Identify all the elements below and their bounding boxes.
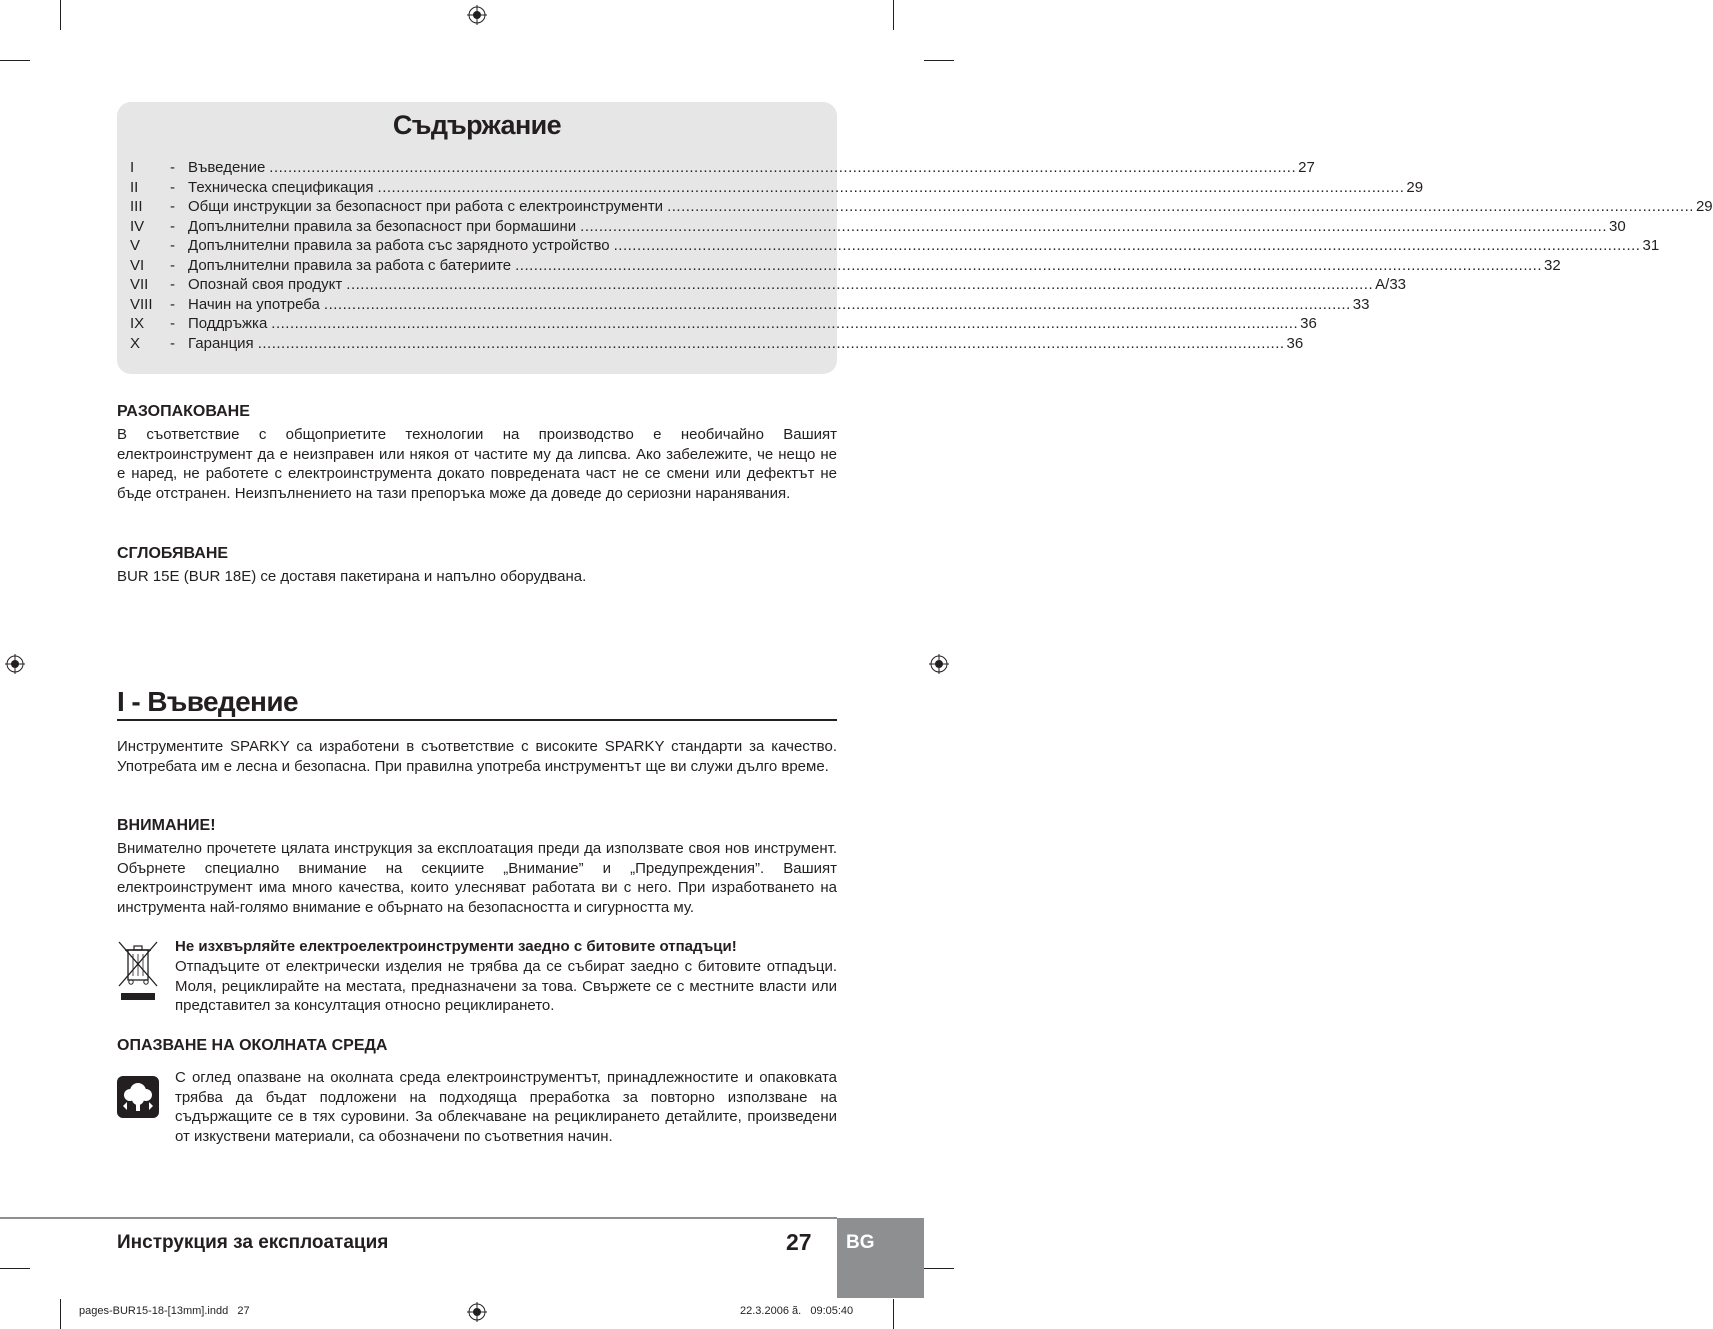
crop-mark [0, 60, 30, 61]
crop-mark [60, 1299, 61, 1329]
toc-dash: - [170, 217, 175, 235]
toc-page: 36 [1300, 315, 1317, 332]
toc-row [130, 236, 1660, 256]
attention-text: Внимателно прочетете цялата инструкция за експлоатация преди да използвате своя нов инструмент. Обърнете специално внимание на секциите „Внимание” и „Предупреждения”. Вашият електроинструмент има много качества, които улесняват работата ви с него. При изработването на инструмента най-голямо внимание е обърнато на безопасността и сигурността му. [117, 840, 837, 916]
toc-row [130, 295, 1370, 315]
toc-row [130, 158, 1315, 178]
language-label: BG [846, 1232, 875, 1253]
footer-rule [0, 1217, 837, 1219]
crop-mark [893, 0, 894, 30]
toc-number: X [130, 334, 141, 352]
toc-dash: - [170, 295, 175, 313]
toc-entry [188, 275, 1406, 295]
registration-mark-icon [929, 654, 949, 674]
toc-row [130, 256, 1561, 276]
toc-leader: ............................................................................................................................................................................................................................ [667, 198, 1694, 215]
file-slug: pages-BUR15-18-[13mm].indd 27 [79, 1305, 250, 1317]
toc-dash: - [170, 198, 175, 215]
page-number: 27 [786, 1229, 812, 1255]
toc-entry [188, 158, 1315, 178]
toc-row [130, 314, 1317, 334]
toc-label: Допълнителни правила за безопасност при бормашини [188, 217, 577, 235]
toc-leader: ............................................................................................................................................................................................................................ [257, 334, 1285, 352]
unpacking-heading: РАЗОПАКОВАНЕ [117, 403, 250, 420]
toc-page: 30 [1609, 217, 1626, 235]
toc-page: 33 [1352, 295, 1370, 313]
disposal-warning: Не изхвърляйте електроелектроинструменти заедно с битовите отпадъци! [175, 938, 737, 955]
intro-title: I - Въведение [117, 686, 298, 717]
toc-page: 32 [1544, 256, 1561, 274]
toc-row [130, 334, 1304, 354]
toc-label: Техническа спецификация [188, 178, 374, 196]
crop-mark [893, 1299, 894, 1329]
toc-leader: ............................................................................................................................................................................................................................ [271, 315, 1299, 332]
toc-page: 27 [1298, 159, 1315, 176]
toc-label: Допълнителни правила за работа с батериите [188, 256, 512, 274]
toc-dash: - [170, 237, 175, 254]
toc-leader: ............................................................................................................................................................................................................................ [580, 217, 1608, 235]
environment-heading: ОПАЗВАНЕ НА ОКОЛНАТА СРЕДА [117, 1037, 388, 1054]
registration-mark-icon [467, 1302, 487, 1322]
toc-label: Опознай своя продукт [188, 276, 343, 293]
tree-recycle-icon [117, 1076, 159, 1118]
disposal-text: Отпадъците от електрически изделия не трябва да се събират заедно с битовите отпадъци. Моля, рециклирайте на местата, предназначени за това. Свържете се с местните власти или представител за консултация относно рециклирането. [175, 958, 837, 1015]
toc-title: Съдържание [392, 110, 562, 140]
toc-page: 31 [1642, 237, 1660, 254]
toc-page: 29 [1695, 198, 1713, 215]
crop-mark [924, 1268, 954, 1269]
toc-label: Гаранция [188, 334, 254, 352]
toc-number: VII [130, 276, 149, 293]
toc-number: VI [130, 256, 145, 274]
assembly-text: BUR 15E (BUR 18E) се доставя пакетирана и напълно оборудвана. [117, 568, 587, 585]
toc-label: Въведение [188, 159, 266, 176]
assembly-heading: СГЛОБЯВАНЕ [117, 545, 229, 562]
toc-leader: ............................................................................................................................................................................................................................ [269, 159, 1297, 176]
toc-leader: ............................................................................................................................................................................................................................ [346, 276, 1374, 293]
toc-number: I [130, 159, 135, 176]
toc-dash: - [170, 256, 175, 274]
toc-page: 29 [1406, 178, 1424, 196]
toc-entry [188, 178, 1424, 198]
toc-leader: ............................................................................................................................................................................................................................ [515, 256, 1542, 274]
toc-entry [188, 197, 1713, 217]
crop-mark [924, 60, 954, 61]
toc-leader: ............................................................................................................................................................................................................................ [613, 237, 1641, 254]
crop-mark [0, 1268, 30, 1269]
toc-dash: - [170, 334, 175, 352]
title-rule [117, 719, 837, 721]
toc-dash: - [170, 315, 175, 332]
toc-number: II [130, 178, 139, 196]
toc-row [130, 178, 1424, 198]
toc-page: 36 [1286, 334, 1304, 352]
registration-mark-icon [5, 654, 25, 674]
toc-dash: - [170, 276, 175, 293]
toc-row [130, 197, 1713, 217]
toc-entry [188, 236, 1660, 256]
toc-entry [188, 217, 1626, 237]
crossed-bin-icon [117, 940, 159, 1002]
toc-number: VIII [130, 295, 153, 313]
toc-page: A/33 [1375, 276, 1406, 293]
attention-heading: ВНИМАНИЕ! [117, 817, 216, 834]
crop-mark [60, 0, 61, 30]
unpacking-text: В съответствие с общоприетите технологии на производство е необичайно Вашият електроинструмент да е неизправен или някоя от частите му да липсва. Ако забележите, че нещо не е наред, не работете с електроинструмента докато повредената част не се смени или дефектът не бъде отстранен. Неизпълнението на тази препоръка може да доведе до сериозни наранявания. [117, 426, 837, 502]
toc-dash: - [170, 178, 175, 196]
footer-title: Инструкция за експлоатация [117, 1232, 389, 1253]
environment-text: С оглед опазване на околната среда електроинструментът, принадлежностите и опаковката трябва да бъдат подложени на подходяща преработка за повторно използване на съдържащите се в тях суровини. За облекчаване на рециклирането детайлите, произведени от изкуствени материали, са обозначени по съответния начин. [175, 1069, 837, 1145]
table-of-contents [117, 102, 1713, 374]
toc-leader: ............................................................................................................................................................................................................................ [323, 295, 1351, 313]
toc-number: IX [130, 315, 145, 332]
toc-label: Поддръжка [188, 315, 268, 332]
toc-label: Допълнителни правила за работа със зарядното устройство [188, 237, 610, 254]
intro-text: Инструментите SPARKY са изработени в съответствие с високите SPARKY стандарти за качество. Употребата им е лесна и безопасна. При правилна употреба инструментът ще ви служи дълго време. [117, 738, 837, 775]
toc-row [130, 217, 1626, 237]
language-tab [837, 1218, 924, 1298]
toc-label: Общи инструкции за безопасност при работа с електроинструменти [188, 198, 664, 215]
toc-row [130, 275, 1406, 295]
toc-label: Начин на употреба [188, 295, 320, 313]
toc-entry [188, 256, 1561, 276]
toc-number: V [130, 237, 141, 254]
registration-mark-icon [467, 5, 487, 25]
date-slug: 22.3.2006 ã. 09:05:40 [740, 1305, 854, 1317]
toc-entry [188, 314, 1317, 334]
toc-number: IV [130, 217, 145, 235]
toc-number: III [130, 198, 143, 215]
toc-entry [188, 334, 1304, 354]
toc-dash: - [170, 159, 175, 176]
toc-leader: ............................................................................................................................................................................................................................ [377, 178, 1405, 196]
toc-entry [188, 295, 1370, 315]
